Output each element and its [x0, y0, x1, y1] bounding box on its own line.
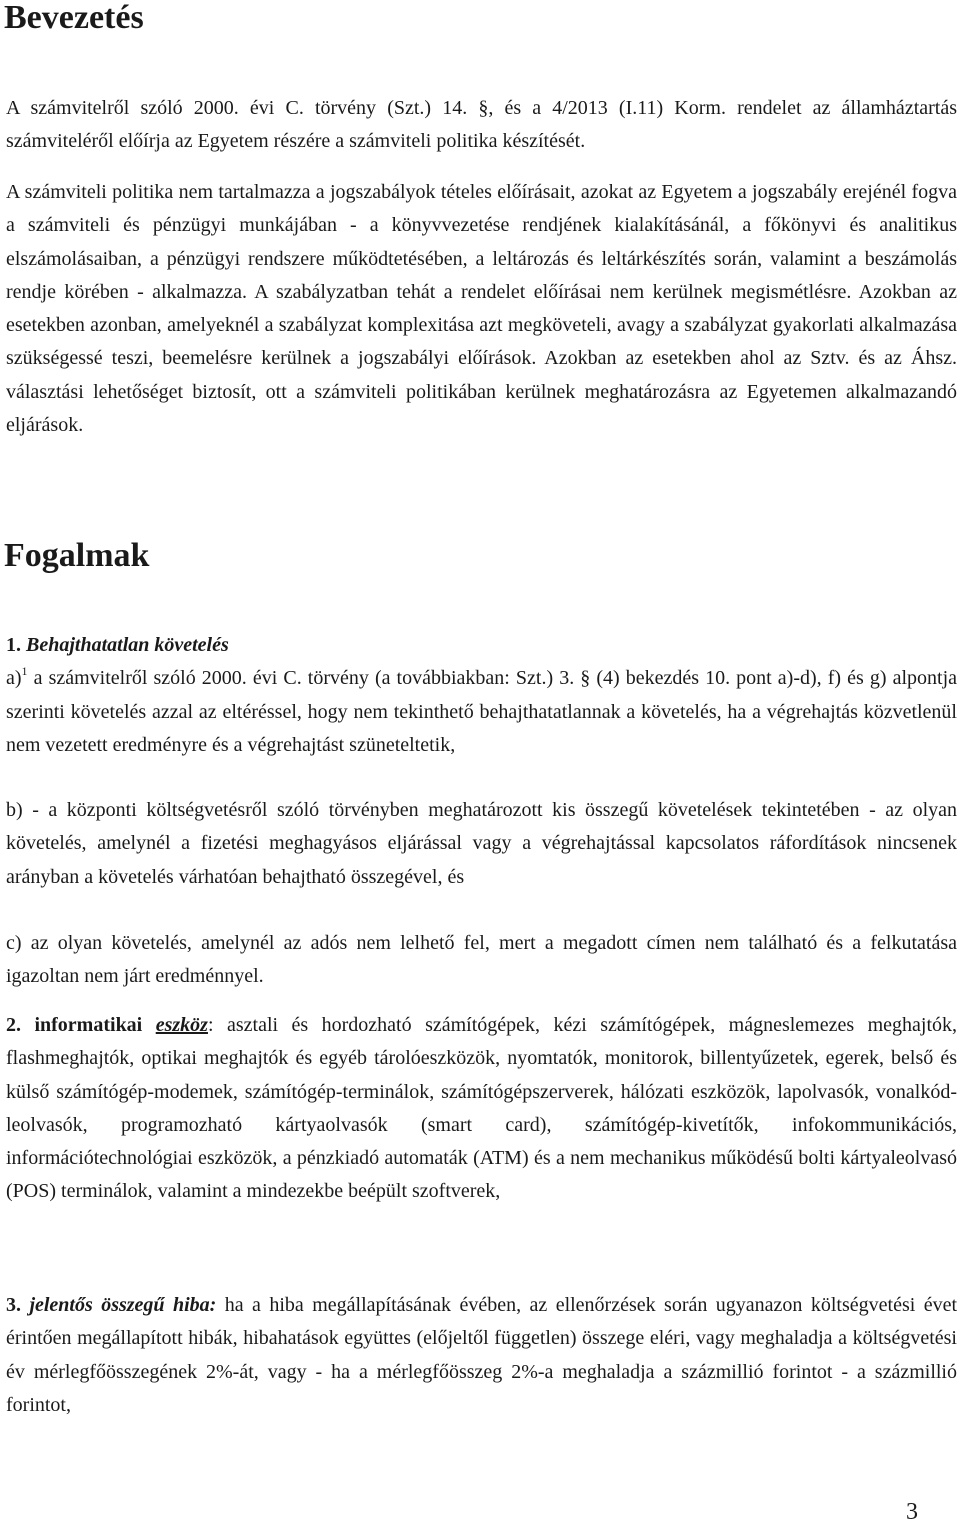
definition-2-colon: : [207, 1014, 214, 1036]
page-number: 3 [906, 1499, 918, 1525]
definition-2-paragraph [6, 1009, 957, 1209]
definition-2-term-part2: eszköz [155, 1014, 208, 1036]
definition-3-number: 3. [6, 1294, 21, 1316]
definition-1-a-text: a számvitelről szóló 2000. évi C. törvény (a továbbiakban: Szt.) 3. § (4) bekezdés 10. pont a)-d), f) és g) alpontja szerinti követelés azzal az eltéréssel, hogy nem tekinthető behajthatatlannak a követelés, ha a végrehajtás közvetlenül nem vezetett eredményre és a végrehajtást szüneteltetik, [6, 667, 958, 756]
definition-3-text: ha a hiba megállapításának évében, az ellenőrzések során ugyanazon költségvetési évet érintően megállapított hibák, hibahatások együttes (előjeltől független) összege eléri, vagy meghaladja a költségvetési év mérlegfőösszegének 2%-át, vagy - ha a mérlegfőösszeg 2%-a meghaladja a százmillió forintot - a százmillió forintot, [6, 1294, 958, 1416]
definition-1-term: Behajthatatlan követelés [26, 634, 229, 656]
definition-3-paragraph [6, 1289, 957, 1422]
intro-paragraph-2: A számviteli politika nem tartalmazza a jogszabályok tételes előírásait, azokat az Egyetem a jogszabály erejénél fogva a számviteli és pénzügyi munkájában - a könyvvezetése rendjének kialakításánál, a főkönyvi és analitikus elszámolásaiban, a pénzügyi rendszere működtetésében, a leltározás és leltárkészítés során, valamint a beszámolás rendje körében - alkalmazza. A szabályzatban tehát a rendelet előírásai nem kerülnek megismétlésre. Azokban az esetekben azonban, amelyeknél a szabályzat komplexitása azt megköveteli, avagy a szabályzat gyakorlati alkalmazása szükségessé teszi, beemelésre kerülnek a jogszabályi előírások. Azokban az esetekben ahol az Sztv. és az Áhsz. választási lehetőséget biztosít, ott a számviteli politikában kerülnek meghatározásra az Egyetemen alkalmazandó eljárások. [6, 181, 957, 437]
footnote-reference[interactable]: 1 [21, 664, 28, 679]
definition-1-a-label: a) [6, 667, 22, 690]
intro-paragraph-1: A számvitelről szóló 2000. évi C. törvény (Szt.) 14. §, és a 4/2013 (I.11) Korm. rendelet az államháztartás számviteléről előírja az Egyetem részére a számviteli politika készítését. [6, 97, 957, 153]
definition-2-number: 2. [6, 1014, 21, 1036]
definition-1-paragraph [6, 629, 957, 762]
definition-2-text: asztali és hordozható számítógépek, kézi számítógépek, mágneslemezes meghajtók, flashmeghajtók, optikai meghajtók és egyéb tárolóeszközök, nyomtatók, monitorok, billentyűzetek, egerek, belső és külső számítógép-modemek, számítógép-terminálok, számítógépszerverek, hálózati eszközök, lapolvasók, vonalkód-leolvasók, programozható kártyaolvasók (smart card), számítógép-kivetítők, infokommunikációs, információtechnológiai eszközök, a pénzkiadó automaták (ATM) és a nem mechanikus működésű bolti kártyaleolvasó (POS) terminálok, valamint a mindezekbe beépült szoftverek, [6, 1014, 958, 1203]
definition-1-c-paragraph: c) az olyan követelés, amelynél az adós nem lelhető fel, mert a megadott címen nem található és a felkutatása igazoltan nem járt eredménnyel. [6, 932, 957, 988]
section-heading-fogalmak: Fogalmak [4, 537, 150, 574]
definition-2-term-part1: informatikai [34, 1014, 143, 1036]
section-heading-bevezetes: Bevezetés [4, 0, 144, 36]
definition-3-term: jelentős összegű hiba: [29, 1294, 217, 1316]
definition-1-number: 1. [6, 634, 21, 656]
definition-1-b-paragraph: b) - a központi költségvetésről szóló törvényben meghatározott kis összegű követelések tekintetében - az olyan követelés, amelynél a fizetési meghagyásos eljárással vagy a végrehajtással kapcsolatos ráfordítások nincsenek arányban a követelés várhatóan behajtható összegével, és [6, 799, 957, 888]
